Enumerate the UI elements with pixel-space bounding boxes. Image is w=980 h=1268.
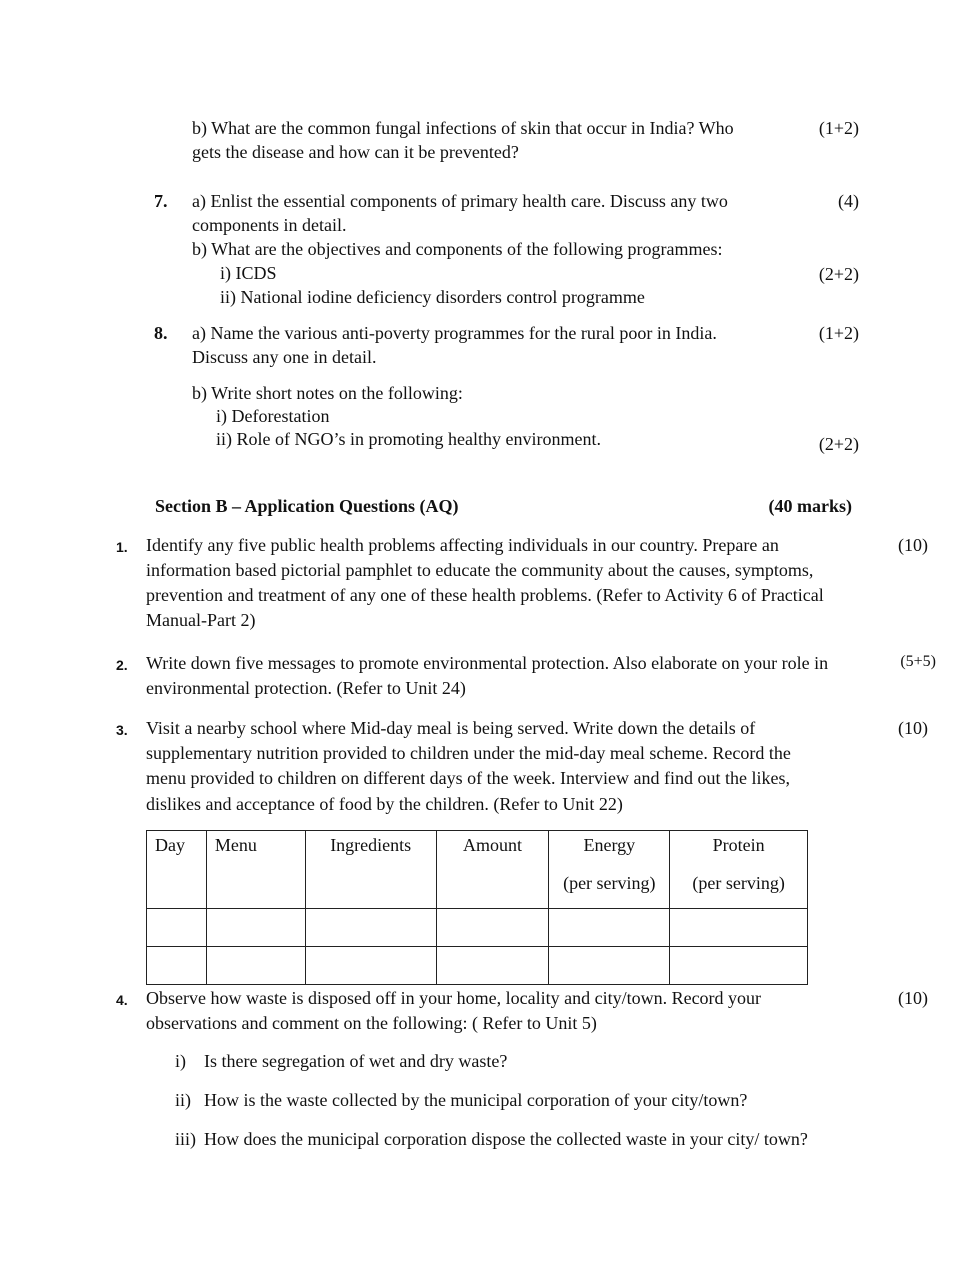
aq2-number: 2. — [116, 657, 128, 673]
q8b-marks: (2+2) — [818, 434, 859, 454]
table-cell — [206, 909, 305, 947]
aq4-item-label: iii) — [175, 1129, 196, 1149]
q8b-line-1: b) Write short notes on the following: — [192, 383, 463, 403]
table-cell — [670, 947, 808, 985]
aq4-line-2: observations and comment on the following: ( Refer to Unit 5) — [146, 1013, 597, 1033]
aq1-line-3: prevention and treatment of any one of these health problems. (Refer to Activity 6 of Practical — [146, 585, 824, 605]
aq1-line-4: Manual-Part 2) — [146, 610, 256, 630]
aq3-line-4: dislikes and acceptance of food by the children. (Refer to Unit 22) — [146, 794, 623, 814]
q8b-item-ii: ii) Role of NGO’s in promoting healthy environment. — [216, 429, 601, 449]
header-ingredients: Ingredients — [305, 831, 436, 909]
q7b-line-1: b) What are the objectives and components of the following programmes: — [192, 239, 723, 259]
q7b-marks: (2+2) — [818, 264, 859, 284]
table-row — [147, 947, 808, 985]
aq4-item-label: i) — [175, 1051, 186, 1071]
table-header-row — [147, 831, 808, 909]
q8a-line-1: a) Name the various anti-poverty programmes for the rural poor in India. — [192, 323, 717, 343]
section-b-marks: (40 marks) — [768, 496, 852, 516]
aq3-line-3: menu provided to children on different days of the week. Interview and find out the likes, — [146, 768, 790, 788]
q8b-item-i: i) Deforestation — [216, 406, 330, 426]
header-amount: Amount — [436, 831, 549, 909]
aq1-line-1: Identify any five public health problems affecting individuals in our country. Prepare an — [146, 535, 779, 555]
q7-number: 7. — [154, 191, 168, 211]
aq2-line-1: Write down five messages to promote environmental protection. Also elaborate on your role in — [146, 653, 829, 673]
q6b-line-2: gets the disease and how can it be prevented? — [192, 142, 519, 162]
aq2-line-2: environmental protection. (Refer to Unit 24) — [146, 678, 466, 698]
table-cell — [670, 909, 808, 947]
table-row — [147, 909, 808, 947]
table-cell — [206, 947, 305, 985]
aq3-marks: (10) — [898, 718, 928, 738]
aq4-item-text: How is the waste collected by the municipal corporation of your city/town? — [204, 1090, 748, 1110]
q7b-item-ii: ii) National iodine deficiency disorders control programme — [220, 287, 645, 307]
header-protein: Protein (per serving) — [670, 831, 808, 909]
table-cell — [305, 947, 436, 985]
q7b-item-i: i) ICDS — [220, 263, 277, 283]
header-day: Day — [147, 831, 207, 909]
table-cell — [305, 909, 436, 947]
aq3-line-1: Visit a nearby school where Mid-day meal is being served. Write down the details of — [146, 718, 756, 738]
aq4-number: 4. — [116, 992, 128, 1008]
aq3-number: 3. — [116, 722, 128, 738]
header-menu: Menu — [206, 831, 305, 909]
aq3-line-2: supplementary nutrition provided to children under the mid-day meal scheme. Record the — [146, 743, 791, 763]
table-cell — [436, 947, 549, 985]
q6b-marks: (1+2) — [818, 118, 859, 138]
aq4-item-text: How does the municipal corporation dispose the collected waste in your city/ town? — [204, 1129, 808, 1149]
header-energy: Energy (per serving) — [549, 831, 670, 909]
table-cell — [549, 909, 670, 947]
q7a-marks: (4) — [838, 191, 859, 211]
aq1-number: 1. — [116, 539, 128, 555]
table-cell — [147, 909, 207, 947]
table-cell — [549, 947, 670, 985]
aq4-item-label: ii) — [175, 1090, 191, 1110]
q8a-line-2: Discuss any one in detail. — [192, 347, 377, 367]
table-cell — [147, 947, 207, 985]
mid-day-meal-table — [146, 830, 808, 985]
section-b-title: Section B – Application Questions (AQ) — [155, 496, 459, 516]
aq4-line-1: Observe how waste is disposed off in your home, locality and city/town. Record your — [146, 988, 762, 1008]
q7a-line-2: components in detail. — [192, 215, 347, 235]
aq4-marks: (10) — [898, 988, 928, 1008]
q6b-line-1: b) What are the common fungal infections of skin that occur in India? Who — [192, 118, 734, 138]
aq4-item-text: Is there segregation of wet and dry waste? — [204, 1051, 508, 1071]
aq2-marks: (5+5) — [900, 653, 936, 670]
table-cell — [436, 909, 549, 947]
q8a-marks: (1+2) — [818, 323, 859, 343]
q8-number: 8. — [154, 323, 168, 343]
aq1-marks: (10) — [898, 535, 928, 555]
q7a-line-1: a) Enlist the essential components of primary health care. Discuss any two — [192, 191, 728, 211]
aq1-line-2: information based pictorial pamphlet to educate the community about the causes, symptoms, — [146, 560, 814, 580]
